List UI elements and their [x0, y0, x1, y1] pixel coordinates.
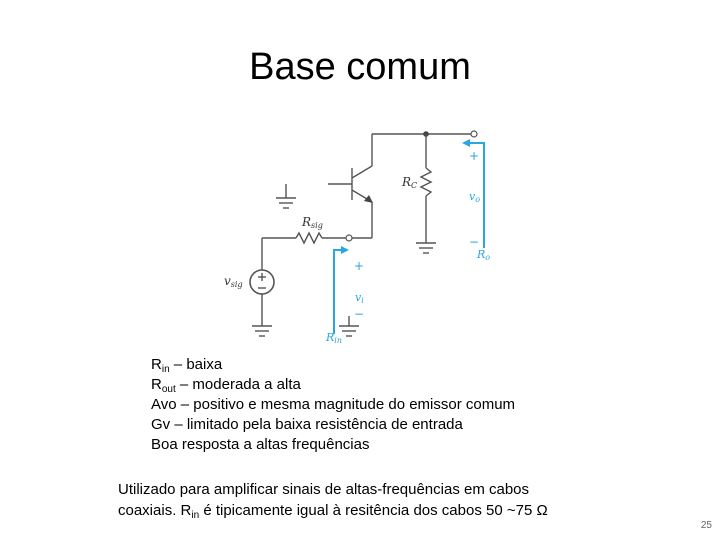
svg-text:−: −	[469, 235, 480, 249]
rin-indicator	[334, 246, 349, 334]
list-item: $R_{out}$ – moderada a alta	[151, 376, 301, 395]
svg-text:Rsig: Rsig	[302, 215, 323, 230]
rc-resistor-icon	[421, 168, 431, 196]
list-item: Boa resposta a altas frequências	[151, 436, 370, 453]
svg-text:vi: vi	[355, 291, 364, 305]
svg-text:vsig: vsig	[224, 274, 243, 289]
list-item: $R_{in}$ – baixa	[151, 356, 223, 375]
svg-text:+: +	[354, 259, 365, 273]
source-ground-icon	[252, 326, 272, 336]
property-list	[151, 355, 515, 455]
rc-ground-icon	[416, 243, 436, 253]
svg-text:−: −	[354, 307, 365, 321]
svg-text:Ro: Ro	[477, 248, 491, 262]
output-terminal	[471, 131, 477, 137]
svg-text:Rin: Rin	[326, 331, 343, 345]
bjt-transistor-icon	[328, 166, 373, 203]
input-terminal	[346, 235, 352, 241]
svg-text:+: +	[469, 149, 480, 163]
slide-title: Base comum	[249, 46, 471, 88]
signal-source-icon	[250, 270, 274, 294]
list-item: Avo – positivo e mesma magnitude do emissor comum	[151, 396, 516, 413]
page-number: 25	[700, 520, 712, 531]
rsig-resistor-icon	[296, 233, 322, 243]
svg-text:RC: RC	[402, 175, 418, 190]
usage-note: Utilizado para amplificar sinais de altas-frequências em cabos coaxiais. $R_{in}$ é tipicamente igual à resitência dos cabos 50 ~75 Ω	[118, 481, 548, 521]
base-ground-icon	[276, 184, 296, 208]
list-item: Gv – limitado pela baixa resistência de entrada	[151, 416, 463, 433]
svg-text:vo: vo	[469, 190, 481, 204]
